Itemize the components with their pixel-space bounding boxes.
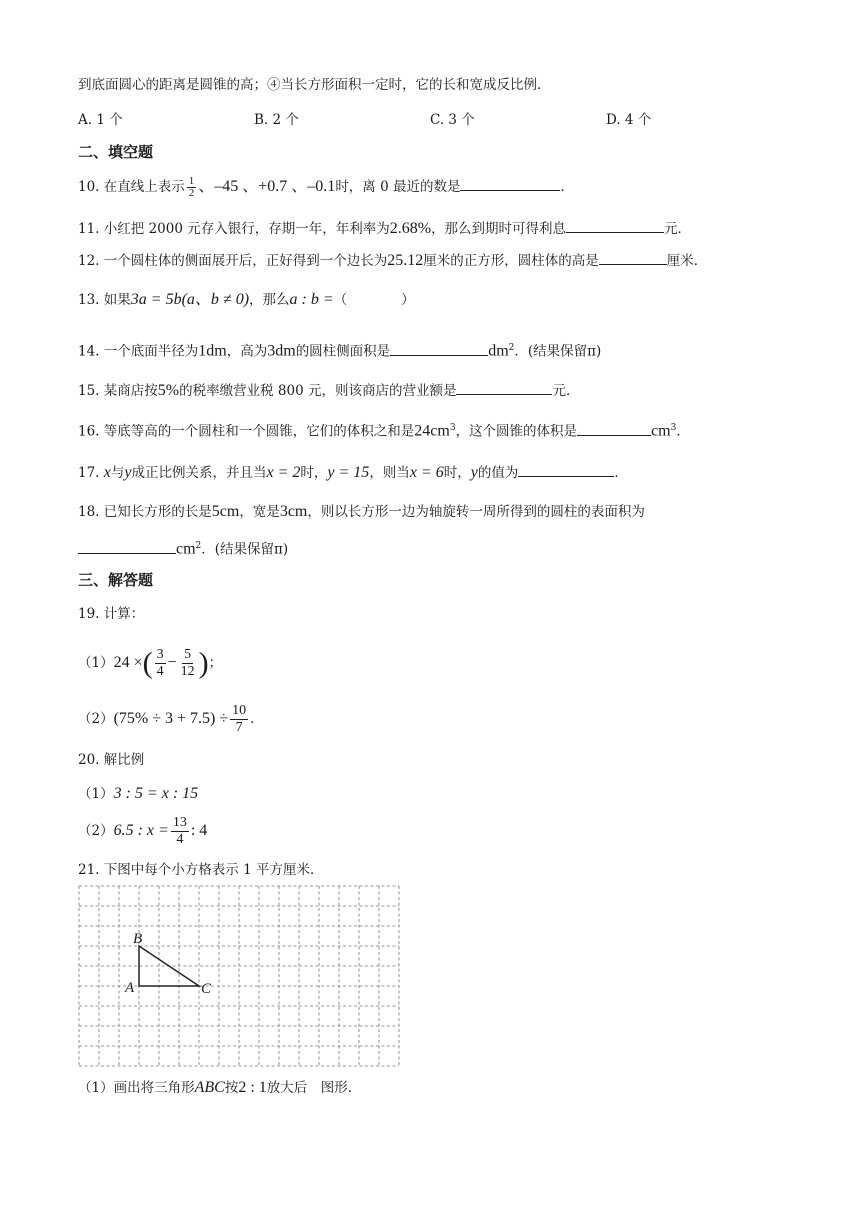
q9-tail: 到底面圆心的距离是圆锥的高；④当长方形面积一定时，它的长和宽成反比例． (78, 77, 551, 93)
q17-t3: 时， (300, 465, 328, 481)
q15-pre: 某商店按 (103, 383, 158, 399)
vertex-label-a: A (125, 980, 135, 996)
q11-pre: 小红把 2000 元存入银行，存期一年，年利率为 (103, 221, 390, 237)
section3-title: 三、解答题 (78, 571, 154, 589)
q16-num: 16. (78, 423, 100, 440)
q12-post: 厘米的正方形，圆柱体的高是 (423, 253, 599, 269)
question-16 (78, 418, 690, 442)
q12-num: 12. (78, 253, 100, 269)
q21-title: 下图中每个小方格表示 1 平方厘米． (103, 862, 324, 878)
q19-frac3 (230, 703, 248, 736)
q18-width: 3cm (279, 503, 308, 520)
q18-unit: cm (176, 540, 196, 558)
question-11 (78, 218, 691, 239)
q14-unit: dm (488, 342, 509, 360)
question-17 (78, 462, 628, 483)
q20-p1-label: （1） (78, 786, 114, 802)
q19-frac2-den: 12 (180, 664, 195, 679)
section2-title: 二、填空题 (78, 143, 154, 161)
q21-part1 (78, 1078, 361, 1098)
q16-unit: cm (651, 422, 671, 440)
q20-p2-rhs: : 4 (190, 822, 208, 839)
question-15 (78, 380, 579, 401)
q11-end: 元． (664, 221, 692, 237)
q12-pre: 一个圆柱体的侧面展开后，正好得到一个边长为 (103, 253, 388, 269)
q17-var-y2: y (470, 464, 478, 481)
q19-frac1 (155, 647, 166, 680)
q19-right-paren: ) (198, 646, 209, 680)
q10-post: 时，离 0 最近的数是 (335, 179, 461, 195)
q20-part1 (78, 784, 198, 804)
q19-part2 (78, 696, 264, 742)
q10-frac-den: 2 (188, 187, 195, 199)
q15-end: 元． (552, 383, 580, 399)
q14-radius: 1dm (198, 342, 227, 360)
q10-pre: 在直线上表示 (103, 179, 185, 195)
q17-end: ． (614, 465, 628, 481)
q13-num: 13. (78, 292, 100, 308)
q11-answer-blank[interactable] (566, 218, 664, 233)
q16-end: ． (676, 423, 690, 440)
q13-ratio: a : b = (289, 291, 334, 308)
q10-fraction (187, 176, 197, 199)
q18-num: 18. (78, 504, 100, 520)
q14-height: 3dm (267, 342, 296, 360)
q16-answer-blank[interactable] (577, 421, 651, 436)
q21-p1-end: 放大后 图形． (266, 1080, 362, 1096)
grid-lines (79, 886, 399, 1066)
q10-answer-blank[interactable] (460, 176, 560, 191)
q17-var-x: x (103, 464, 111, 481)
q20-frac (171, 815, 189, 848)
q20-part2 (78, 808, 207, 854)
q9-option-d[interactable]: D. 4 个 (606, 112, 652, 128)
q21-triangle-name: ABC (194, 1079, 225, 1096)
q17-cond-x2: x = 6 (409, 464, 444, 481)
q12-end: 厘米． (666, 253, 708, 269)
q13-equation: 3a = 5b(a、b ≠ 0) (130, 291, 250, 308)
q21-p1-label: （1） (78, 1080, 114, 1096)
q15-rate: 5% (157, 382, 180, 399)
q20-title: 解比例 (103, 752, 145, 768)
question-14 (78, 338, 601, 362)
q11-num: 11. (78, 221, 100, 237)
q15-num: 15. (78, 383, 100, 399)
question-13 (78, 290, 415, 310)
q19-frac2-num: 5 (184, 647, 192, 662)
q19-p2-label: （2） (78, 711, 114, 727)
q18-end: ．(结果保留π) (201, 541, 289, 558)
q11-rate: 2.68% (389, 220, 432, 237)
vertex-label-b: B (133, 931, 143, 947)
q13-answer-paren[interactable]: （ ） (333, 292, 415, 308)
q19-p2-end: ． (250, 711, 264, 727)
q17-t1: 与 (110, 465, 125, 481)
q17-answer-blank[interactable] (518, 462, 614, 477)
q14-post: 的圆柱侧面积是 (295, 343, 391, 360)
q18-unit-exp: 2 (195, 541, 202, 551)
q16-value: 24cm (414, 422, 450, 440)
question-21 (78, 860, 323, 880)
question-10 (78, 176, 574, 199)
q9-option-a[interactable]: A. 1 个 (78, 112, 123, 128)
q19-p1-factor: 24 × (113, 654, 143, 671)
q19-minus: − (167, 654, 177, 671)
q16-unit-exp: 3 (670, 423, 677, 433)
q13-pre: 如果 (103, 292, 131, 308)
q19-frac2 (179, 647, 197, 680)
q19-frac1-num: 3 (156, 647, 164, 662)
q14-pre: 一个底面半径为 (103, 343, 199, 360)
question-18 (78, 502, 645, 522)
q18-pre: 已知长方形的长是 (103, 504, 212, 520)
q19-num: 19. (78, 606, 100, 622)
q17-var-y: y (124, 464, 132, 481)
question-19 (78, 604, 144, 624)
q14-end: ．(结果保留π) (514, 343, 602, 360)
q20-frac-num: 13 (172, 815, 187, 830)
q10-frac-num: 1 (188, 175, 195, 187)
vertex-label-c: C (201, 981, 212, 997)
q10-end: ． (560, 179, 574, 195)
q17-t4: ，则当 (369, 465, 410, 481)
q16-value-exp: 3 (449, 423, 456, 433)
q20-p2-lhs: 6.5 : x = (113, 822, 169, 839)
q15-answer-blank[interactable] (456, 380, 552, 395)
q17-t2: 成正比例关系，并且当 (131, 465, 267, 481)
q20-num: 20. (78, 752, 100, 768)
q21-num: 21. (78, 862, 100, 878)
q17-num: 17. (78, 465, 100, 481)
q9-option-b[interactable]: B. 2 个 (254, 112, 299, 128)
question-20 (78, 750, 144, 770)
q19-p1-label: （1） (78, 655, 114, 671)
q13-mid: ，那么 (249, 292, 290, 308)
q19-left-paren: ( (142, 646, 153, 680)
q11-post: ，那么到期时可得利息 (431, 221, 567, 237)
q19-p1-end: ； (208, 655, 223, 671)
q19-frac1-den: 4 (156, 664, 164, 679)
q10-list: 、–45 、+0.7 、–0.1 (198, 178, 336, 195)
q21-p1-mid: 按 (224, 1080, 239, 1096)
q16-pre: 等底等高的一个圆柱和一个圆锥，它们的体积之和是 (103, 423, 415, 440)
q18-mid: ，宽是 (239, 504, 280, 520)
q19-p2-expr: (75% ÷ 3 + 7.5) ÷ (113, 710, 229, 727)
q19-frac3-num: 10 (232, 703, 247, 718)
q19-part1 (78, 640, 222, 686)
q15-post: 的税率缴营业税 800 元，则该商店的营业额是 (179, 383, 457, 399)
q17-t5: 时， (443, 465, 471, 481)
q20-p2-label: （2） (78, 823, 114, 839)
q19-title: 计算： (103, 606, 145, 622)
q19-frac3-den: 7 (235, 720, 243, 735)
q17-cond-y: y = 15 (327, 464, 370, 481)
q12-value: 25.12 (387, 252, 424, 269)
q21-p1-pre: 画出将三角形 (113, 1080, 195, 1096)
q17-t6: 的值为 (477, 465, 519, 481)
q18-post: ，则以长方形一边为轴旋转一周所得到的圆柱的表面积为 (307, 504, 645, 520)
q18-answer-blank[interactable] (78, 539, 176, 554)
q14-answer-blank[interactable] (390, 341, 488, 356)
q20-frac-den: 4 (176, 832, 184, 847)
q9-option-c[interactable]: C. 3 个 (430, 112, 475, 128)
question-18-line2 (78, 536, 288, 560)
q18-length: 5cm (211, 503, 240, 520)
q14-mid: ，高为 (226, 343, 268, 360)
q14-num: 14. (78, 343, 100, 360)
q21-ratio: 2 : 1 (238, 1079, 267, 1096)
question-12 (78, 250, 707, 271)
grid-diagram (78, 885, 402, 1069)
q12-answer-blank[interactable] (599, 250, 667, 265)
q20-p1-expr: 3 : 5 = x : 15 (113, 785, 199, 802)
q16-post: ，这个圆锥的体积是 (455, 423, 578, 440)
q14-unit-exp: 2 (508, 343, 515, 353)
q10-num: 10. (78, 179, 100, 195)
q17-cond-x: x = 2 (266, 464, 301, 481)
